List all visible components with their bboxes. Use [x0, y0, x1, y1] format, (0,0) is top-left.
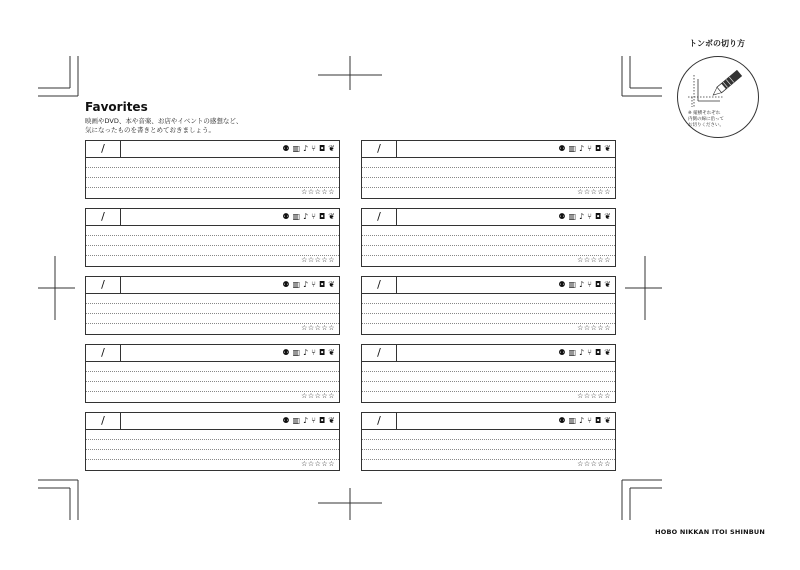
people-icon[interactable]: ⚉	[558, 212, 566, 221]
category-icons	[282, 415, 335, 427]
card-header-bar	[86, 209, 339, 226]
fork-knife-icon[interactable]: ⑂	[311, 416, 316, 425]
rating-stars[interactable]: ☆☆☆☆☆	[577, 392, 611, 400]
writing-line[interactable]	[86, 303, 339, 304]
writing-line[interactable]	[362, 381, 615, 382]
rating-stars[interactable]: ☆☆☆☆☆	[301, 460, 335, 468]
date-field[interactable]: /	[86, 277, 121, 293]
writing-line[interactable]	[362, 313, 615, 314]
book-icon[interactable]: ▥	[568, 212, 577, 221]
writing-line[interactable]	[362, 371, 615, 372]
rating-stars[interactable]: ☆☆☆☆☆	[301, 188, 335, 196]
favorite-card	[361, 208, 616, 267]
fork-knife-icon[interactable]: ⑂	[311, 348, 316, 357]
trim-note-line-3: お切りください。	[688, 123, 724, 128]
fork-knife-icon[interactable]: ⑂	[311, 212, 316, 221]
book-icon[interactable]: ▥	[568, 348, 577, 357]
ribbon-icon[interactable]: ❦	[328, 280, 335, 289]
writing-line[interactable]	[362, 167, 615, 168]
date-field[interactable]: /	[362, 141, 397, 157]
trim-instructions-diagram	[677, 56, 759, 138]
people-icon[interactable]: ⚉	[282, 280, 290, 289]
people-icon[interactable]: ⚉	[282, 212, 290, 221]
fork-knife-icon[interactable]: ⑂	[311, 280, 316, 289]
date-field[interactable]: /	[86, 345, 121, 361]
shopping-bag-icon[interactable]: ◘	[594, 212, 602, 221]
music-note-icon[interactable]: ♪	[303, 348, 309, 357]
description-line-2: 気になったものを書きとめておきましょう。	[85, 126, 215, 134]
rating-stars[interactable]: ☆☆☆☆☆	[301, 392, 335, 400]
rating-stars[interactable]: ☆☆☆☆☆	[577, 324, 611, 332]
rating-stars[interactable]: ☆☆☆☆☆	[577, 188, 611, 196]
card-header-bar	[86, 277, 339, 294]
ribbon-icon[interactable]: ❦	[604, 416, 611, 425]
writing-line[interactable]	[86, 177, 339, 178]
favorite-card	[361, 412, 616, 471]
music-note-icon[interactable]: ♪	[579, 416, 585, 425]
ribbon-icon[interactable]: ❦	[328, 212, 335, 221]
trim-instructions-title: トンボの切り方	[689, 39, 745, 48]
favorite-card	[361, 344, 616, 403]
ribbon-icon[interactable]: ❦	[328, 144, 335, 153]
category-icons	[558, 211, 611, 223]
music-note-icon[interactable]: ♪	[303, 212, 309, 221]
shopping-bag-icon[interactable]: ◘	[594, 280, 602, 289]
shopping-bag-icon[interactable]: ◘	[318, 348, 326, 357]
card-header-bar	[362, 277, 615, 294]
book-icon[interactable]: ▥	[568, 144, 577, 153]
book-icon[interactable]: ▥	[292, 416, 301, 425]
book-icon[interactable]: ▥	[568, 416, 577, 425]
card-header-bar	[362, 413, 615, 430]
date-field[interactable]: /	[362, 345, 397, 361]
ribbon-icon[interactable]: ❦	[604, 348, 611, 357]
favorite-card	[85, 276, 340, 335]
ribbon-icon[interactable]: ❦	[604, 212, 611, 221]
people-icon[interactable]: ⚉	[558, 348, 566, 357]
book-icon[interactable]: ▥	[292, 212, 301, 221]
category-icons	[282, 143, 335, 155]
writing-line[interactable]	[86, 167, 339, 168]
card-header-bar	[86, 141, 339, 158]
shopping-bag-icon[interactable]: ◘	[318, 416, 326, 425]
favorite-card	[85, 208, 340, 267]
trim-note-line-2: 内側の線に沿って	[688, 117, 724, 122]
book-icon[interactable]: ▥	[568, 280, 577, 289]
writing-line[interactable]	[362, 177, 615, 178]
music-note-icon[interactable]: ♪	[579, 348, 585, 357]
writing-line[interactable]	[86, 439, 339, 440]
rating-stars[interactable]: ☆☆☆☆☆	[301, 256, 335, 264]
ribbon-icon[interactable]: ❦	[328, 416, 335, 425]
writing-line[interactable]	[86, 245, 339, 246]
category-icons	[558, 347, 611, 359]
card-header-bar	[362, 209, 615, 226]
favorite-card	[85, 412, 340, 471]
category-icons	[558, 143, 611, 155]
favorite-card	[361, 276, 616, 335]
writing-line[interactable]	[362, 245, 615, 246]
description-line-1: 映画やDVD、本や音楽、お店やイベントの感想など、	[85, 117, 243, 125]
people-icon[interactable]: ⚉	[282, 416, 290, 425]
favorite-card	[361, 140, 616, 199]
fork-knife-icon[interactable]: ⑂	[587, 144, 592, 153]
music-note-icon[interactable]: ♪	[303, 144, 309, 153]
writing-line[interactable]	[86, 381, 339, 382]
shopping-bag-icon[interactable]: ◘	[318, 144, 326, 153]
fork-knife-icon[interactable]: ⑂	[311, 144, 316, 153]
date-field[interactable]: /	[362, 209, 397, 225]
date-field[interactable]: /	[362, 413, 397, 429]
publisher-name: HOBO NIKKAN ITOI SHINBUN	[655, 528, 765, 536]
shopping-bag-icon[interactable]: ◘	[594, 416, 602, 425]
people-icon[interactable]: ⚉	[558, 416, 566, 425]
book-icon[interactable]: ▥	[292, 348, 301, 357]
people-icon[interactable]: ⚉	[282, 348, 290, 357]
writing-line[interactable]	[362, 439, 615, 440]
card-header-bar	[86, 345, 339, 362]
card-header-bar	[362, 141, 615, 158]
writing-line[interactable]	[86, 235, 339, 236]
writing-line[interactable]	[86, 449, 339, 450]
date-field[interactable]: /	[86, 209, 121, 225]
shopping-bag-icon[interactable]: ◘	[594, 144, 602, 153]
category-icons	[558, 279, 611, 291]
fork-knife-icon[interactable]: ⑂	[587, 348, 592, 357]
date-field[interactable]: /	[86, 413, 121, 429]
rating-stars[interactable]: ☆☆☆☆☆	[577, 256, 611, 264]
category-icons	[558, 415, 611, 427]
ribbon-icon[interactable]: ❦	[604, 280, 611, 289]
trim-note-line-1: ※ 縦横それぞれ	[688, 111, 721, 116]
people-icon[interactable]: ⚉	[558, 144, 566, 153]
writing-line[interactable]	[362, 235, 615, 236]
category-icons	[282, 211, 335, 223]
shopping-bag-icon[interactable]: ◘	[594, 348, 602, 357]
writing-line[interactable]	[362, 303, 615, 304]
writing-line[interactable]	[86, 313, 339, 314]
favorite-card	[85, 140, 340, 199]
fork-knife-icon[interactable]: ⑂	[587, 416, 592, 425]
book-icon[interactable]: ▥	[292, 280, 301, 289]
rating-stars[interactable]: ☆☆☆☆☆	[301, 324, 335, 332]
people-icon[interactable]: ⚉	[558, 280, 566, 289]
category-icons	[282, 347, 335, 359]
people-icon[interactable]: ⚉	[282, 144, 290, 153]
writing-line[interactable]	[86, 371, 339, 372]
card-header-bar	[362, 345, 615, 362]
writing-line[interactable]	[362, 449, 615, 450]
page-title: Favorites	[85, 100, 148, 114]
favorite-card	[85, 344, 340, 403]
date-field[interactable]: /	[86, 141, 121, 157]
rating-stars[interactable]: ☆☆☆☆☆	[577, 460, 611, 468]
trim-instructions-note	[688, 111, 750, 129]
music-note-icon[interactable]: ♪	[579, 144, 585, 153]
card-header-bar	[86, 413, 339, 430]
book-icon[interactable]: ▥	[292, 144, 301, 153]
music-note-icon[interactable]: ♪	[303, 280, 309, 289]
shopping-bag-icon[interactable]: ◘	[318, 212, 326, 221]
category-icons	[282, 279, 335, 291]
date-field[interactable]: /	[362, 277, 397, 293]
shopping-bag-icon[interactable]: ◘	[318, 280, 326, 289]
music-note-icon[interactable]: ♪	[579, 280, 585, 289]
fork-knife-icon[interactable]: ⑂	[587, 280, 592, 289]
ribbon-icon[interactable]: ❦	[604, 144, 611, 153]
ribbon-icon[interactable]: ❦	[328, 348, 335, 357]
fork-knife-icon[interactable]: ⑂	[587, 212, 592, 221]
music-note-icon[interactable]: ♪	[579, 212, 585, 221]
music-note-icon[interactable]: ♪	[303, 416, 309, 425]
